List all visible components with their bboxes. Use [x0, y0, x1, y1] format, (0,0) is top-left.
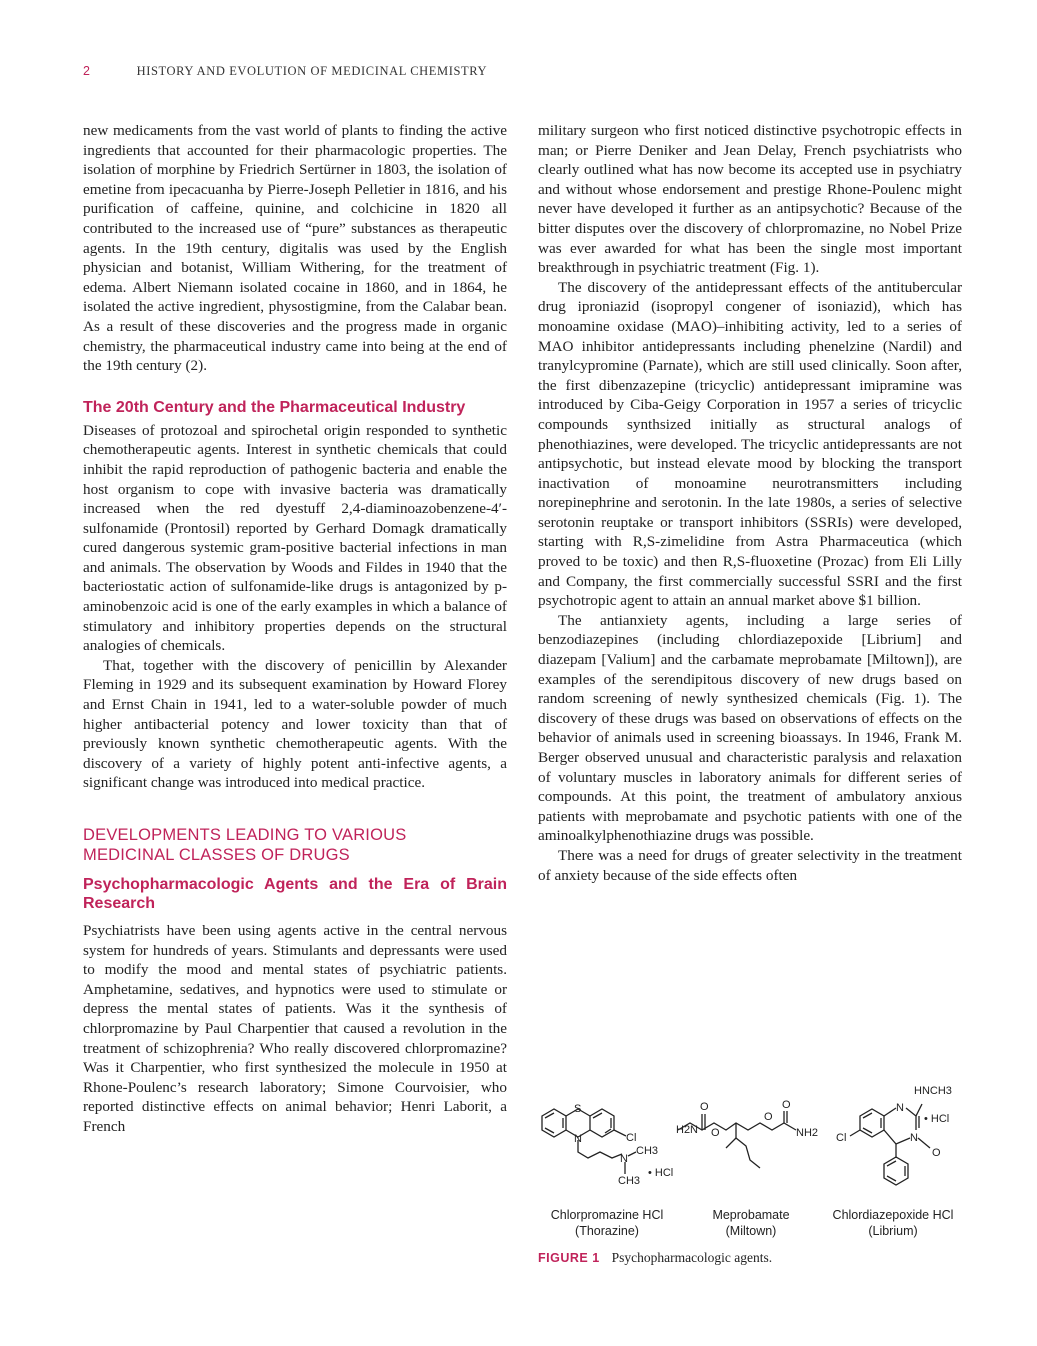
paragraph: The antianxiety agents, including a large series of benzodiazepines (including chlordiazepoxide [Librium] and diazepam [Valium] and the carbamate meprobamate [Miltown]), are examples of the serendipitous discovery of new drugs based on random screening of newly synthesized chemicals (Fig. 1). The discovery of these drugs was based on observations of effects on the behavior of animals used in screening bioassays. In 1946, Frank M. Berger observed unusual and characteristic paralysis and relaxation of voluntary muscles in laboratory animals for different series of compounds. At this point, the treatment of ambulatory anxious patients with meprobamate and psychotic patients with one of the aminoalkylphenothiazine drugs was possible.: [538, 611, 962, 845]
atom-label: O: [764, 1111, 773, 1123]
section-heading: The 20th Century and the Pharmaceutical Industry: [83, 398, 466, 416]
page-number: 2: [83, 64, 91, 78]
figure-label: FIGURE 1: [538, 1251, 600, 1265]
atom-label: N: [910, 1132, 918, 1144]
figure-caption: [538, 1250, 772, 1266]
atom-label: N: [620, 1153, 628, 1165]
paragraph: new medicaments from the vast world of plants to finding the active ingredients that accounted for their pharmacologic properties. The isolation of morphine by Friedrich Sertürner in 1803, the isolation of emetine from ipecacuanha by Pierre-Joseph Pelletier in 1816, and his purification of caffeine, quinine, and colchicine in 1820 all contributed to the increased use of “pure” substances as therapeutic agents. In the 19th century, digitalis was used by the English physician and botanist, William Withering, for the treatment of edema. Albert Niemann isolated cocaine in 1860, and in 1864, he isolated the active ingredient, physostigmine, from the Calabar bean. As a result of these discoveries and the progress made in organic chemistry, the pharmaceutical industry came into being at the end of the 19th century (2).: [83, 122, 507, 375]
paragraph: Psychiatrists have been using agents active in the central nervous system for hundreds of years. Stimulants and depressants were used to modify the mood and mental states of psychiatric patients. Amphetamine, sedatives, and hypnotics were used to stimulate or depress the mental states of patients. Was it the synthesis of chlorpromazine by Paul Charpentier that caused a revolution in the treatment of schizophrenia? Who really discovered chlorpromazine? Was it Charpentier, who first synthesized the molecule in 1950 at Rhone-Poulenc’s research laboratory; Simone Courvoisier, who reported distinctive effects on animal behavior; Henri Laborit, a French: [83, 922, 507, 1135]
compound-caption: [820, 1207, 966, 1239]
chapter-heading-line: DEVELOPMENTS LEADING TO VARIOUS: [83, 826, 407, 844]
atom-label: Cl: [836, 1132, 847, 1144]
figure-caption-text: Psychopharmacologic agents.: [611, 1250, 773, 1265]
atom-label: O: [932, 1147, 941, 1159]
atom-label: O: [700, 1101, 709, 1113]
atom-label: NH2: [796, 1127, 819, 1139]
atom-label: S: [574, 1103, 582, 1115]
chapter-heading-line: MEDICINAL CLASSES OF DRUGS: [83, 846, 350, 864]
compound-caption: [532, 1207, 682, 1239]
figure-1: [530, 1078, 970, 1278]
atom-label: CH3: [618, 1175, 641, 1187]
atom-label: O: [782, 1099, 791, 1111]
atom-label: • HCl: [648, 1167, 674, 1179]
atom-label: • HCl: [924, 1113, 950, 1125]
compound-brand: (Miltown): [725, 1224, 777, 1238]
atom-label: Cl: [626, 1132, 637, 1144]
atom-label: N: [896, 1102, 904, 1114]
running-header: [83, 64, 487, 79]
right-column: [538, 121, 962, 885]
compound-name: Meprobamate: [712, 1208, 790, 1222]
compound-name: Chlordiazepoxide HCl: [832, 1208, 954, 1222]
compound-brand: (Librium): [868, 1224, 918, 1238]
chapter-heading: [83, 825, 507, 865]
atom-label: H2N: [676, 1124, 699, 1136]
paragraph: There was a need for drugs of greater selectivity in the treatment of anxiety because of the side effects often: [538, 846, 962, 884]
paragraph: Diseases of protozoal and spirochetal origin responded to synthetic chemotherapeutic agents. Interest in synthetic chemicals that could inhibit the rapid reproduction of pathogenic bacteria and enable the host organism to cope with invasive bacteria was dramatically increased when the red dyestuff 2,4-diaminoazobenzene-4′-sulfonamide (Prontosil) reported by Gerhard Domagk dramatically cured dangerous systemic gram-positive bacterial infections in man and animals. The observation by Woods and Fildes in 1940 that the bacteriostatic action of sulfonamide-like drugs is antagonized by p-aminobenzoic acid is one of the early examples in which a balance of stimulatory and inhibitory properties depends on the structural analogies of chemicals.: [83, 421, 507, 655]
atom-label: HNCH3: [914, 1085, 952, 1097]
compound-name: Chlorpromazine HCl: [550, 1208, 664, 1222]
atom-label: N: [574, 1133, 582, 1145]
paragraph: That, together with the discovery of penicillin by Alexander Fleming in 1929 and its subsequent examination by Howard Florey and Ernst Chain in 1941, led to a water-soluble powder of much higher antibacterial potency and lower toxicity than that of previously known synthetic chemotherapeutic agents. With the discovery of a variety of highly potent anti-infective agents, a significant change was introduced into medical practice.: [83, 656, 507, 792]
paragraph: The discovery of the antidepressant effects of the antitubercular drug iproniazid (isopropyl congener of isoniazid), which has monoamine oxidase (MAO)–inhibiting activity, led to a series of MAO inhibitor antidepressants including phenelzine (Nardil) and tranylcypromine (Parnate), which are still used clinically. Soon after, the first dibenzazepine (tricyclic) antidepressant imipramine was introduced by Ciba-Geigy Corporation in 1957 a series of tricyclic compounds synthsized initially as structural analogs of phenothiazines, were developed. The tricyclic antidepressants are not antipsychotic, but instead elevate mood by blocking the transport inactivation of monoamine neurotransmitters including norepinephrine and serotonin. In the late 1980s, a series of selective serotonin reuptake or transport inhibitors (SSRIs) were developed, starting with R,S-zimelidine from Astra Pharmaceutica (which proved to be toxic) and then R,S-fluoxetine (Prozac) from Eli Lilly and Company, the first commercially successful SSRI and the first psychotropic agent to attain an annual market above $1 billion.: [538, 278, 962, 610]
atom-label: CH3: [636, 1145, 659, 1157]
compound-caption: [696, 1207, 806, 1239]
left-column: [83, 121, 507, 1137]
atom-label: O: [711, 1127, 720, 1139]
running-title: HISTORY AND EVOLUTION OF MEDICINAL CHEMISTRY: [136, 64, 488, 78]
compound-brand: (Thorazine): [575, 1224, 639, 1238]
paragraph: military surgeon who first noticed distinctive psychotropic effects in man; or Pierre Deniker and Jean Delay, French psychiatrists who clearly outlined what has now become its accepted use in psychiatry and without whose endorsement and prestige Rhone-Poulenc might never have developed it further as an antipsychotic? Because of the bitter disputes over the discovery of chlorpromazine, no Nobel Prize was ever awarded for what has been the single most important breakthrough in psychiatric treatment (Fig. 1).: [538, 122, 962, 277]
subsection-heading: Psychopharmacologic Agents and the Era of Brain Research: [83, 876, 507, 912]
